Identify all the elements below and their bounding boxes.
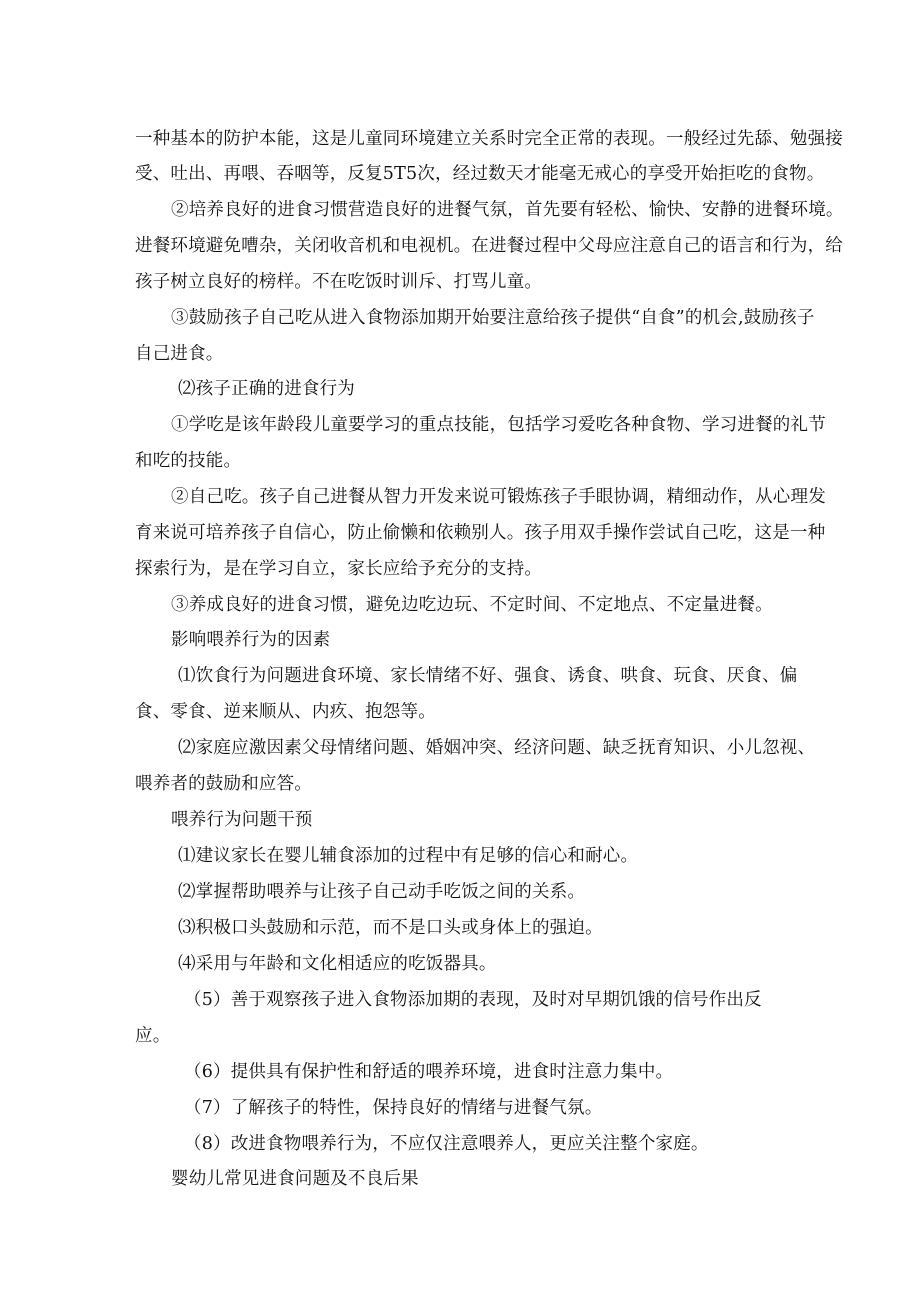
paragraph-line: 育来说可培养孩子自信心，防止偷懒和依赖别人。孩子用双手操作尝试自己吃，这是一种 bbox=[135, 523, 826, 543]
paragraph-line: 受、吐出、再喂、吞咽等，反复5T5次，经过数天才能毫无戒心的享受开始拒吃的食物。 bbox=[135, 164, 825, 184]
paragraph-line: 探索行为，是在学习自立，家长应给予充分的支持。 bbox=[135, 559, 543, 579]
paragraph-line: 喂养者的鼓励和应答。 bbox=[135, 774, 312, 794]
paragraph-line: 和吃的技能。 bbox=[135, 451, 242, 471]
paragraph-line: ③鼓励孩子自己吃从进入食物添加期开始要注意给孩子提供“自食”的机会,鼓励孩子 bbox=[171, 308, 815, 328]
list-item: （7）了解孩子的特性，保持良好的情绪与进餐气氛。 bbox=[184, 1098, 603, 1118]
paragraph-line: 自己进食。 bbox=[135, 344, 224, 364]
list-item: ⑷采用与年龄和文化相适应的吃饭器具。 bbox=[178, 954, 497, 974]
list-item: ⑴建议家长在婴儿辅食添加的过程中有足够的信心和耐心。 bbox=[178, 846, 639, 866]
section-heading: ⑵孩子正确的进食行为 bbox=[178, 379, 355, 399]
paragraph-line: ②培养良好的进食习惯营造良好的进餐气氛，首先要有轻松、愉快、安静的进餐环境。 bbox=[171, 200, 844, 220]
list-item: ⑶积极口头鼓励和示范，而不是口头或身体上的强迫。 bbox=[178, 918, 603, 938]
section-heading: 喂养行为问题干预 bbox=[171, 810, 313, 830]
paragraph-line: ①学吃是该年龄段儿童要学习的重点技能，包括学习爱吃各种食物、学习进餐的礼节 bbox=[171, 415, 826, 435]
list-item: （6）提供具有保护性和舒适的喂养环境，进食时注意力集中。 bbox=[184, 1062, 674, 1082]
paragraph-line: ⑴饮食行为问题进食环境、家长情绪不好、强食、诱食、哄食、玩食、厌食、偏 bbox=[178, 666, 798, 686]
section-heading: 婴幼儿常见进食问题及不良后果 bbox=[171, 1169, 419, 1189]
paragraph-line: ②自己吃。孩子自己进餐从智力开发来说可锻炼孩子手眼协调，精细动作，从心理发 bbox=[171, 487, 826, 507]
list-item: 应。 bbox=[135, 1026, 171, 1046]
paragraph-line: 孩子树立良好的榜样。不在吃饭时训斥、打骂儿童。 bbox=[135, 272, 543, 292]
section-heading: 影响喂养行为的因素 bbox=[171, 630, 331, 650]
paragraph-line: 一种基本的防护本能，这是儿童同环境建立关系时完全正常的表现。一般经过先舔、勉强接 bbox=[135, 129, 843, 149]
list-item: ⑵掌握帮助喂养与让孩子自己动手吃饭之间的关系。 bbox=[178, 882, 586, 902]
list-item: （8）改进食物喂养行为，不应仅注意喂养人，更应关注整个家庭。 bbox=[184, 1134, 709, 1154]
paragraph-line: 进餐环境避免嘈杂，关闭收音机和电视机。在进餐过程中父母应注意自己的语言和行为，给 bbox=[135, 236, 843, 256]
paragraph-line: ⑵家庭应激因素父母情绪问题、婚姻冲突、经济问题、缺乏抚育知识、小儿忽视、 bbox=[178, 738, 816, 758]
paragraph-line: ③养成良好的进食习惯，避免边吃边玩、不定时间、不定地点、不定量进餐。 bbox=[171, 595, 773, 615]
list-item: （5）善于观察孩子进入食物添加期的表现，及时对早期饥饿的信号作出反 bbox=[184, 990, 762, 1010]
paragraph-line: 食、零食、逆来顺从、内疚、抱怨等。 bbox=[135, 702, 436, 722]
